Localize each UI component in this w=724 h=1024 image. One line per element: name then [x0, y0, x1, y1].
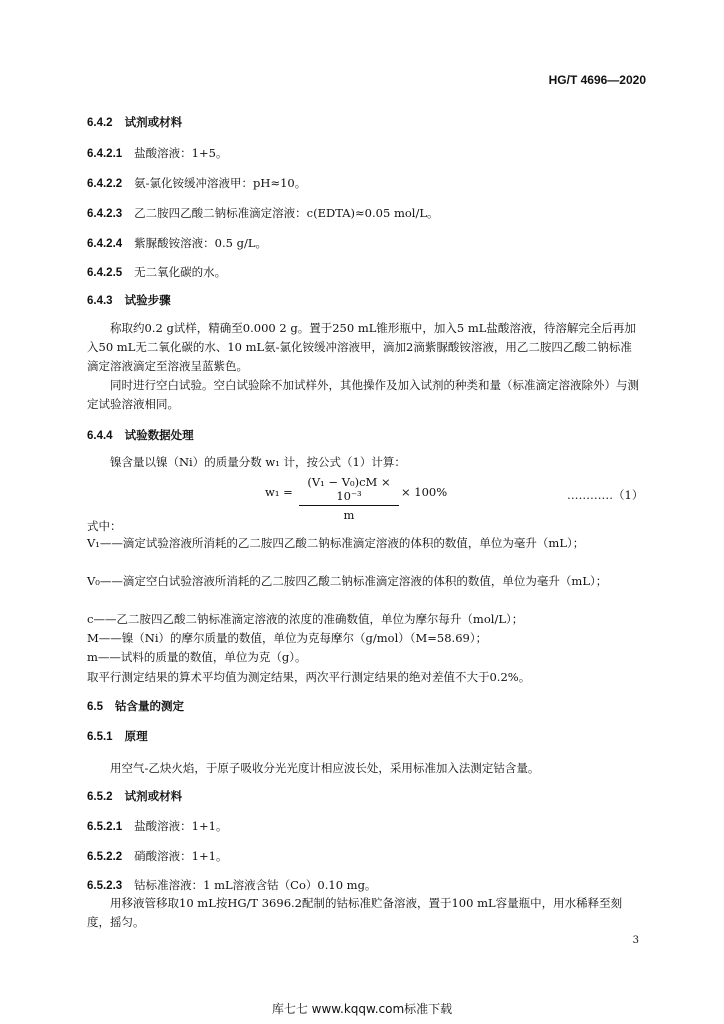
- formula-tail: × 100%: [401, 485, 448, 499]
- item-number: 6.5.2.2: [87, 851, 123, 863]
- cobalt-standard-paragraph: 用移液管移取10 mL按HG/T 3696.2配制的钴标准贮备溶液，置于100 mL容量瓶中，用水稀释至刻度，摇匀。: [87, 896, 623, 929]
- section-number: 6.4.3: [87, 295, 113, 307]
- item-number: 6.4.2.2: [87, 178, 123, 190]
- item-6-4-2-3: [87, 205, 438, 222]
- item-text: 硝酸溶液：1+1。: [134, 849, 228, 863]
- item-text: 钴标准溶液：1 mL溶液含钴（Co）0.10 mg。: [134, 878, 377, 892]
- section-number: 6.5.2: [87, 791, 113, 803]
- section-title: 钴含量的测定: [115, 701, 184, 713]
- item-6-4-2-5: [87, 264, 226, 281]
- procedure-paragraph: 称取约0.2 g试样，精确至0.000 2 g。置于250 mL锥形瓶中，加入5 mL盐酸溶液，待溶解完全后再加入50 mL无二氧化碳的水、10 mL氨-氯化铵缓冲溶液甲，滴加2滴紫脲酸铵溶液，用乙二胺四乙酸二钠标准滴定溶液滴定至溶液呈蓝紫色。: [87, 321, 636, 373]
- item-number: 6.5.2.3: [87, 880, 123, 892]
- item-text: 紫脲酸铵溶液：0.5 g/L。: [134, 236, 267, 250]
- blank-test-paragraph: 同时进行空白试验。空白试验除不加试样外，其他操作及加入试剂的种类和量（标准滴定溶液除外）与测定试验溶液相同。: [87, 378, 639, 411]
- formula-denominator: m: [343, 508, 355, 522]
- formula-lhs: w₁ =: [265, 485, 293, 499]
- standard-code-header: HG/T 4696—2020: [548, 73, 646, 87]
- formula-fraction: [299, 475, 399, 522]
- item-text: 盐酸溶液：1+1。: [134, 819, 228, 833]
- section-6-5-2: [87, 789, 182, 805]
- formula-1: [265, 475, 645, 522]
- item-6-5-2-3: [87, 877, 376, 894]
- result-statement: 取平行测定结果的算术平均值为测定结果，两次平行测定结果的绝对差值不大于0.2%。: [87, 670, 531, 684]
- item-6-5-2-1: [87, 818, 227, 835]
- item-number: 6.4.2.1: [87, 148, 123, 160]
- where-label: 式中：: [87, 519, 122, 533]
- principle-paragraph: 用空气-乙炔火焰，于原子吸收分光光度计相应波长处，采用标准加入法测定钴含量。: [110, 761, 540, 775]
- item-6-4-2-4: [87, 235, 267, 252]
- section-6-4-4: [87, 428, 194, 444]
- item-number: 6.5.2.1: [87, 821, 123, 833]
- section-6-5: [87, 699, 184, 715]
- section-title: 试验数据处理: [124, 430, 194, 442]
- definition-c: c——乙二胺四乙酸二钠标准滴定溶液的浓度的准确数值，单位为摩尔每升（mol/L）；: [87, 612, 524, 626]
- item-text: 盐酸溶液：1+5。: [134, 146, 228, 160]
- section-6-4-2: [87, 115, 182, 131]
- section-number: 6.4.2: [87, 117, 113, 129]
- section-title: 试验步骤: [124, 295, 171, 307]
- item-6-4-2-2: [87, 175, 306, 192]
- section-number: 6.4.4: [87, 430, 113, 442]
- definition-M: M——镍（Ni）的摩尔质量的数值，单位为克每摩尔（g/mol）（M=58.69）；: [87, 631, 488, 645]
- item-number: 6.4.2.5: [87, 267, 123, 279]
- calculation-intro: 镍含量以镍（Ni）的质量分数 w₁ 计，按公式（1）计算：: [110, 455, 406, 469]
- item-6-5-2-2: [87, 848, 227, 865]
- definition-v1: V₁——滴定试验溶液所消耗的乙二胺四乙酸二钠标准滴定溶液的体积的数值，单位为毫升（mL）；: [87, 536, 585, 550]
- section-number: 6.5: [87, 701, 103, 713]
- page-number: 3: [632, 935, 639, 946]
- section-title: 试剂或材料: [124, 791, 183, 803]
- item-text: 乙二胺四乙酸二钠标准滴定溶液：c(EDTA)≈0.05 mol/L。: [134, 206, 439, 220]
- section-6-5-1: [87, 729, 148, 745]
- item-text: 无二氧化碳的水。: [134, 265, 227, 279]
- watermark-footer: 库七七 www.kqqw.com标准下载: [271, 1002, 453, 1016]
- section-title: 试剂或材料: [124, 117, 183, 129]
- section-6-4-3: [87, 293, 171, 309]
- item-number: 6.4.2.4: [87, 238, 123, 250]
- item-6-4-2-1: [87, 145, 227, 162]
- section-title: 原理: [124, 731, 148, 743]
- formula-reference: …………（1）: [567, 488, 644, 502]
- item-text: 氨-氯化铵缓冲溶液甲：pH≈10。: [134, 176, 307, 190]
- definition-v0: V₀——滴定空白试验溶液所消耗的乙二胺四乙酸二钠标准滴定溶液的体积的数值，单位为毫升（mL）；: [87, 574, 608, 588]
- definition-m: m——试料的质量的数值，单位为克（g）。: [87, 650, 307, 664]
- section-number: 6.5.1: [87, 731, 113, 743]
- item-number: 6.4.2.3: [87, 208, 123, 220]
- formula-numerator: (V₁ − V₀)cM × 10⁻³: [299, 475, 399, 506]
